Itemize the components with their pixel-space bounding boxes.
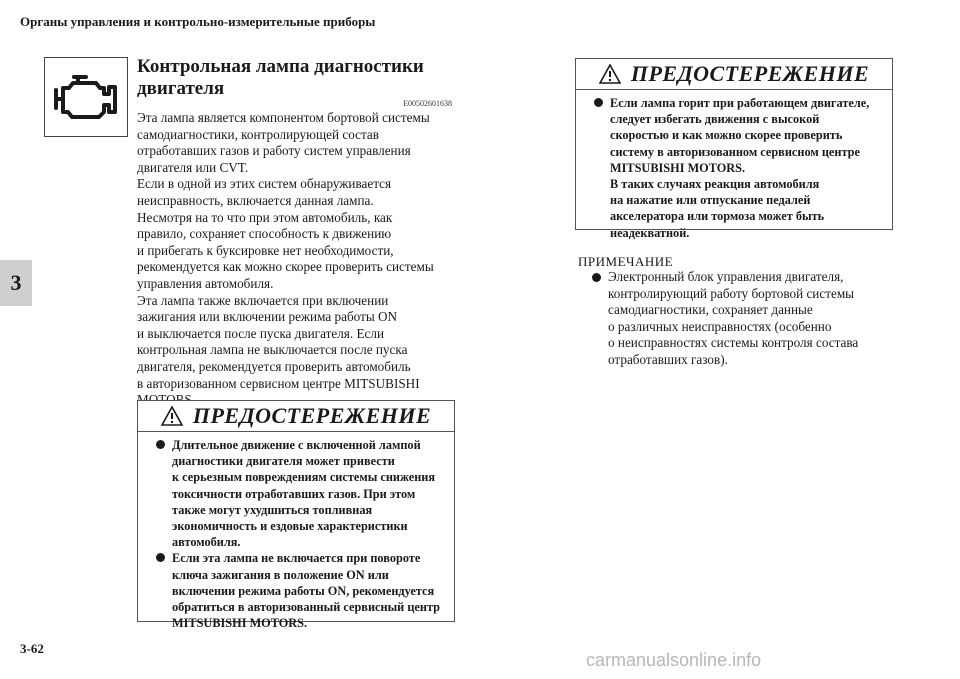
section-code: E00502601638 xyxy=(403,99,452,108)
body-line: самодиагностики, контролирующей состав xyxy=(137,126,379,142)
body-line: в авторизованном сервисном центре MITSUBISHI xyxy=(137,375,420,391)
warning-line: ключа зажигания в положение ON или xyxy=(172,567,389,582)
note-line: о различных неисправностях (особенно xyxy=(608,318,832,334)
page-header-title: Органы управления и контрольно-измерительные приборы xyxy=(20,14,376,29)
warning-header xyxy=(138,401,454,432)
body-line: Эта лампа является компонентом бортовой системы xyxy=(137,110,430,125)
warning-item xyxy=(150,437,448,550)
warning-box-right xyxy=(575,58,893,240)
body-line: рекомендуется как можно скорее проверить системы xyxy=(137,259,434,275)
chapter-number: 3 xyxy=(10,270,22,295)
page-number: 3-62 xyxy=(20,641,44,656)
warning-list xyxy=(138,432,454,635)
warning-line: токсичности отработавших газов. При этом xyxy=(172,486,416,501)
bullet-icon xyxy=(156,553,165,562)
body-line: Несмотря на то что при этом автомобиль, как xyxy=(137,209,393,225)
section-title-line1: Контрольная лампа диагностики xyxy=(137,56,424,77)
chapter-tab xyxy=(0,260,32,306)
warning-title: ПРЕДОСТЕРЕЖЕНИЕ xyxy=(630,61,870,86)
body-line: и прибегать к буксировке нет необходимости, xyxy=(137,242,394,258)
check-engine-icon-box xyxy=(44,57,128,137)
warning-line: следует избегать движения с высокой xyxy=(610,112,820,127)
warning-triangle-icon xyxy=(161,406,183,426)
warning-line: экономичность и ездовые характеристики xyxy=(172,519,408,534)
section-title xyxy=(137,56,457,100)
warning-line: Если эта лампа не включается при повороте xyxy=(172,551,421,566)
bullet-icon xyxy=(156,440,165,449)
warning-line: скоростью и как можно скорее проверить xyxy=(610,128,843,143)
body-line: двигателя или CVT. xyxy=(137,159,249,175)
note-line: Электронный блок управления двигателя, xyxy=(608,269,844,284)
body-line: контрольная лампа не выключается после пуска xyxy=(137,342,408,358)
warning-item xyxy=(588,95,886,241)
warning-line: MITSUBISHI MOTORS. xyxy=(172,616,308,631)
note-list xyxy=(578,269,898,369)
body-line: двигателя, рекомендуется проверить автомобиль xyxy=(137,358,411,374)
warning-triangle-icon xyxy=(599,64,621,84)
section-title-line2: двигателя xyxy=(137,78,225,99)
note-item xyxy=(578,269,898,369)
warning-line: к серьезным повреждениям системы снижения xyxy=(172,470,436,485)
body-line: неисправность, включается данная лампа. xyxy=(137,192,374,208)
watermark: carmanualsonline.info xyxy=(586,650,762,670)
body-line: зажигания или включении режима работы ON xyxy=(137,309,398,325)
body-line: Если в одной из этих систем обнаруживается xyxy=(137,176,392,192)
body-line: правило, сохраняет способность к движению xyxy=(137,226,392,242)
bullet-icon xyxy=(592,273,601,282)
warning-line: диагностики двигателя может привести xyxy=(172,454,395,469)
body-line: управления автомобиля. xyxy=(137,275,274,291)
warning-line: В таких случаях реакция автомобиля xyxy=(610,177,820,192)
note-heading: ПРИМЕЧАНИЕ xyxy=(578,254,674,269)
body-line: отработавших газов и работу систем управления xyxy=(137,143,411,159)
warning-title: ПРЕДОСТЕРЕЖЕНИЕ xyxy=(192,403,432,428)
note-line: самодиагностики, сохраняет данные xyxy=(608,302,813,318)
check-engine-icon xyxy=(54,74,118,120)
warning-header xyxy=(576,59,892,90)
warning-line: на нажатие или отпускание педалей xyxy=(610,193,811,208)
warning-item xyxy=(150,550,448,631)
warning-box-left xyxy=(137,400,455,631)
section-body xyxy=(137,110,457,409)
warning-line: автомобиля. xyxy=(172,535,241,550)
body-line: Эта лампа также включается при включении xyxy=(137,292,389,308)
note-line: контролирующий работу бортовой системы xyxy=(608,285,855,301)
warning-line: также могут ухудшиться топливная xyxy=(172,502,373,517)
warning-line: Если лампа горит при работающем двигателе, xyxy=(610,96,870,110)
warning-line: систему в авторизованном сервисном центре xyxy=(610,144,860,159)
note-line: о неисправностях системы контроля состава xyxy=(608,335,859,351)
warning-line: Длительное движение с включенной лампой xyxy=(172,438,421,452)
warning-list xyxy=(576,90,892,245)
note-line: отработавших газов). xyxy=(608,351,728,367)
warning-line: обратиться в авторизованный сервисный центр xyxy=(172,600,440,615)
body-line: и выключается после пуска двигателя. Если xyxy=(137,325,385,341)
warning-line: акселератора или тормоза может быть xyxy=(610,209,825,224)
warning-line: MITSUBISHI MOTORS. xyxy=(610,160,746,175)
bullet-icon xyxy=(594,98,603,107)
warning-line: включении режима работы ON, рекомендуется xyxy=(172,583,435,598)
warning-line: неадекватной. xyxy=(610,225,690,240)
